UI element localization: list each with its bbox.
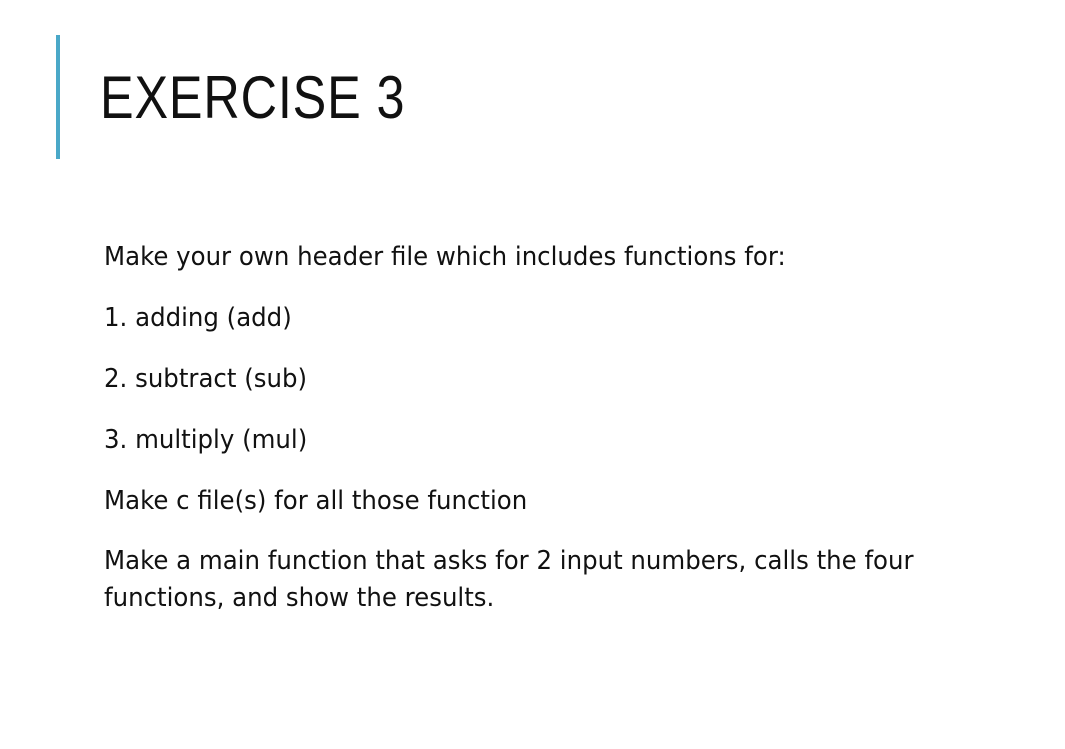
body-line-add: 1. adding (add) — [104, 303, 292, 333]
slide-title: EXERCISE 3 — [100, 64, 406, 131]
body-line-c-files: Make c file(s) for all those function — [104, 486, 528, 516]
body-line-main-function: Make a main function that asks for 2 input numbers, calls the four functions, and show the results. — [104, 546, 914, 613]
slide-body — [104, 238, 1004, 640]
body-line-mul: 3. multiply (mul) — [104, 425, 308, 455]
body-line-sub: 2. subtract (sub) — [104, 364, 308, 394]
body-line-intro: Make your own header file which includes functions for: — [104, 242, 786, 272]
title-accent-bar — [56, 35, 60, 159]
